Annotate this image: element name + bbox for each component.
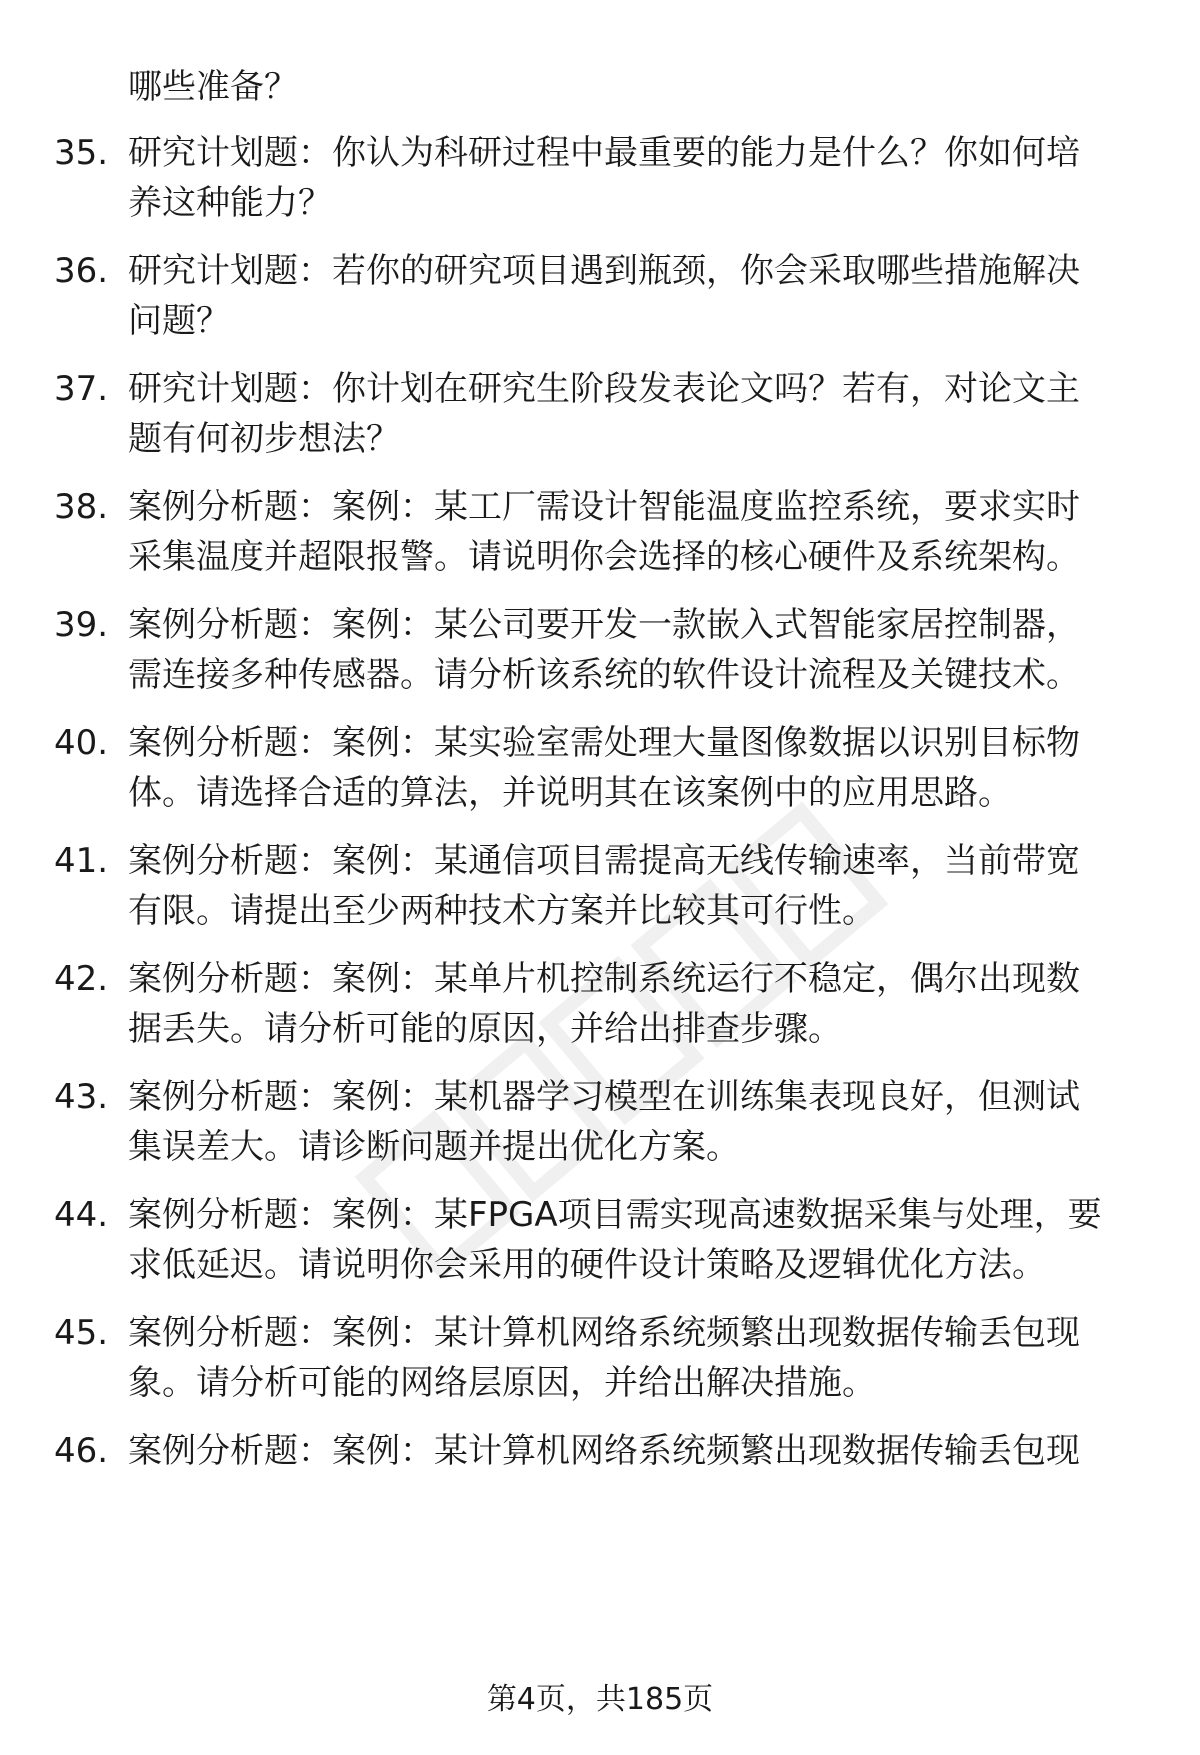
question-number: 37. — [54, 369, 109, 409]
question-number: 38. — [54, 487, 109, 527]
question-text: 案例分析题：案例：某机器学习模型在训练集表现良好，但测试 集误差大。请诊断问题并提出优化方案。 — [128, 1077, 1080, 1167]
question-number: 44. — [54, 1195, 109, 1235]
question-number: 41. — [54, 841, 109, 881]
question-number: 36. — [54, 251, 109, 291]
question-number: 40. — [54, 723, 109, 763]
question-text: 案例分析题：案例：某单片机控制系统运行不稳定，偶尔出现数 据丢失。请分析可能的原因，并给出排查步骤。 — [128, 959, 1080, 1049]
continuation-text: 哪些准备？ — [128, 67, 298, 107]
question-text: 案例分析题：案例：某实验室需处理大量图像数据以识别目标物 体。请选择合适的算法，并说明其在该案例中的应用思路。 — [128, 723, 1080, 813]
question-number: 35. — [54, 133, 109, 173]
question-number: 45. — [54, 1313, 109, 1353]
question-text: 案例分析题：案例：某计算机网络系统频繁出现数据传输丢包现 象。请分析可能的网络层原因，并给出解决措施。 — [128, 1313, 1080, 1403]
page-number-footer: 第4页，共185页 — [486, 1682, 714, 1717]
question-text: 案例分析题：案例：某计算机网络系统频繁出现数据传输丢包现 — [128, 1431, 1080, 1471]
question-number: 46. — [54, 1431, 109, 1471]
question-number: 42. — [54, 959, 109, 999]
question-text: 案例分析题：案例：某通信项目需提高无线传输速率，当前带宽 有限。请提出至少两种技术方案并比较其可行性。 — [128, 841, 1080, 931]
question-number: 39. — [54, 605, 109, 645]
question-number: 43. — [54, 1077, 109, 1117]
question-text: 研究计划题：若你的研究项目遇到瓶颈，你会采取哪些措施解决 问题？ — [128, 251, 1080, 341]
question-text: 研究计划题：你认为科研过程中最重要的能力是什么？你如何培 养这种能力？ — [128, 133, 1080, 223]
question-text: 案例分析题：案例：某工厂需设计智能温度监控系统，要求实时 采集温度并超限报警。请说明你会选择的核心硬件及系统架构。 — [128, 487, 1080, 577]
question-text: 案例分析题：案例：某公司要开发一款嵌入式智能家居控制器， 需连接多种传感器。请分析该系统的软件设计流程及关键技术。 — [128, 605, 1080, 695]
question-text: 研究计划题：你计划在研究生阶段发表论文吗？若有，对论文主 题有何初步想法？ — [128, 369, 1080, 459]
question-text: 案例分析题：案例：某FPGA项目需实现高速数据采集与处理，要 求低延迟。请说明你会采用的硬件设计策略及逻辑优化方法。 — [128, 1195, 1102, 1285]
